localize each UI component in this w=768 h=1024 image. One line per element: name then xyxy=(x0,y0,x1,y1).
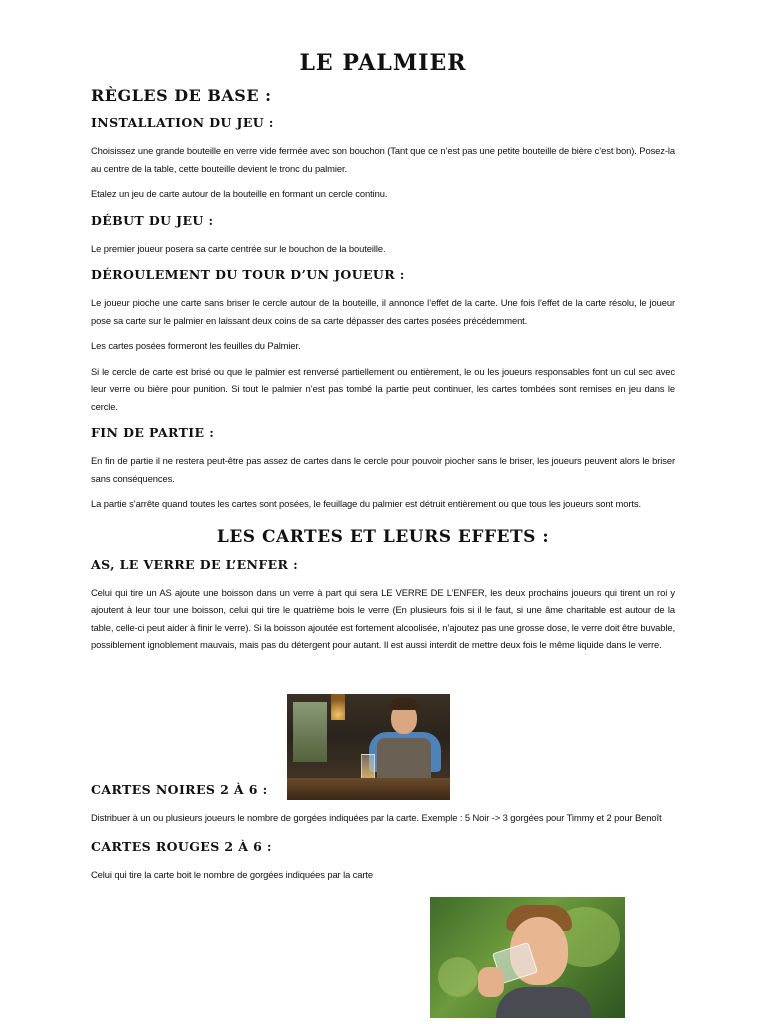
noires-paragraph-1: Distribuer à un ou plusieurs joueurs le nombre de gorgées indiquées par la carte. Exemple : 5 Noir -> 3 gorgées pour Timmy et 2 pour Benoît xyxy=(91,812,662,823)
fin-paragraph-1: En fin de partie il ne restera peut-être pas assez de cartes dans le cercle pour pouvoir piocher sans le briser, les joueurs peuvent alors le briser sans conséquences. xyxy=(91,455,675,484)
deroulement-paragraph-1: Le joueur pioche une carte sans briser le cercle autour de la bouteille, il annonce l’effet de la carte. Une fois l’effet de la carte résolu, le joueur pose sa carte sur le palmier en laissant deux coins de sa carte dépasser des cartes posées précédemment. xyxy=(91,297,675,326)
boy-drinking-photo xyxy=(430,897,625,1018)
installation-paragraph-1: Choisissez une grande bouteille en verre vide fermée avec son bouchon (Tant que ce n’est pas une petite bouteille de bière c’est bon). Posez-la au centre de la table, cette bouteille devient le tronc du palmier. xyxy=(91,145,675,174)
rules-heading: RÈGLES DE BASE : xyxy=(91,86,272,105)
noires-heading: CARTES NOIRES 2 À 6 : xyxy=(91,782,268,797)
rouges-heading: CARTES ROUGES 2 À 6 : xyxy=(91,838,272,854)
deroulement-paragraph-2: Les cartes posées formeront les feuilles du Palmier. xyxy=(91,340,301,351)
rouges-paragraph-1: Celui qui tire la carte boit le nombre de gorgées indiquées par la carte xyxy=(91,868,374,880)
debut-paragraph-1: Le premier joueur posera sa carte centrée sur le bouchon de la bouteille. xyxy=(91,242,386,254)
installation-heading: INSTALLATION DU JEU : xyxy=(91,115,274,130)
as-paragraph-1: Celui qui tire un AS ajoute une boisson dans un verre à part qui sera LE VERRE DE L’ENFER, les deux prochains joueurs qui tirent un roi y ajoutent à leur tour une boisson, celui qui tire le quatrième bois le verre (En plusieurs fois si il le faut, si une âme charitable est autour de la table, celle-ci peut aider à finir le verre). Si la boisson ajoutée est fortement alcoolisée, n’ajoutez pas une grosse dose, le verre doit être buvable, possiblement ignoblement mauvais, mais pas du détergent pour autant. Il est aussi interdit de mettre deux fois le même liquide dans le verre. xyxy=(91,586,675,650)
fin-paragraph-2: La partie s’arrête quand toutes les cartes sont posées, le feuillage du palmier est détruit entièrement ou que tous les joueurs sont morts. xyxy=(91,498,641,509)
deroulement-paragraph-3: Si le cercle de carte est brisé ou que le palmier est renversé partiellement ou entièrement, le ou les joueurs responsables font un cul sec avec leur verre ou bière pour punition. Si tout le palmier n’est pas tombé la partie peut continuer, les cartes tombées sont remises en jeu dans le cercle. xyxy=(91,365,675,412)
debut-heading: DÉBUT DU JEU : xyxy=(91,212,214,228)
cards-heading: LES CARTES ET LEURS EFFETS : xyxy=(216,526,550,547)
fin-heading: FIN DE PARTIE : xyxy=(91,425,215,440)
document-page xyxy=(91,50,675,880)
deroulement-heading: DÉROULEMENT DU TOUR D’UN JOUEUR : xyxy=(91,267,405,282)
installation-paragraph-2: Etalez un jeu de carte autour de la bouteille en formant un cercle continu. xyxy=(91,188,388,199)
page-title: LE PALMIER xyxy=(299,50,467,76)
as-heading: AS, LE VERRE DE L’ENFER : xyxy=(91,556,299,572)
